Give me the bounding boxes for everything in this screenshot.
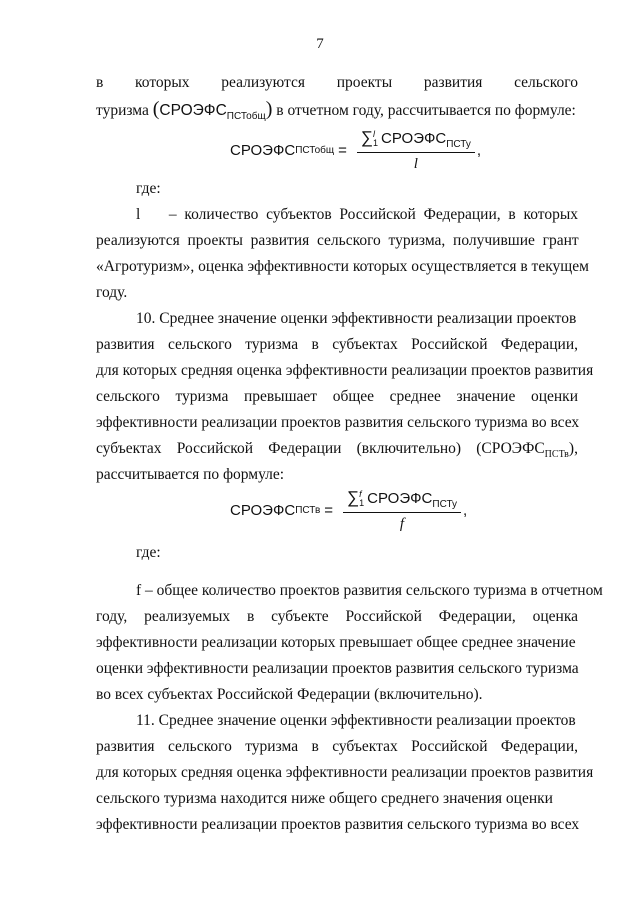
- word: Федерации,: [500, 336, 578, 353]
- word: туризма: [175, 388, 229, 405]
- formula-1-comma: ,: [476, 142, 482, 159]
- word: (включительно): [356, 440, 462, 457]
- word: в: [311, 738, 319, 755]
- word: оценка: [532, 608, 578, 625]
- item10-symbol-sub: ПСТв: [544, 449, 569, 461]
- formula-1-sum-upper: l: [373, 129, 376, 140]
- formula-2-comma: ,: [463, 502, 468, 519]
- formula-2-sum-upper: f: [359, 489, 362, 500]
- word: Российской: [345, 608, 422, 625]
- word: Российской: [176, 440, 254, 457]
- word: общее: [332, 388, 375, 405]
- formula-2-sum-lower: 1: [359, 498, 365, 509]
- item11-line-2: [96, 734, 578, 760]
- word: реализуемых: [144, 608, 231, 625]
- intro-text-tail: в отчетном году, рассчитывается по формуле:: [272, 102, 576, 119]
- formula-2-fraction: ∑ f 1 $СРОЭФС_{ПСТу}$ f: [343, 488, 461, 533]
- word: году,: [96, 608, 128, 625]
- word: сельского: [96, 388, 160, 405]
- intro-line-1: [96, 70, 578, 96]
- def-l-line-2: реализуются проекты развития сельского туризма, получившие грант: [96, 232, 579, 249]
- word: реализуются: [221, 74, 306, 91]
- def-f-line-1: f – общее количество проектов развития сельского туризма в отчетном: [136, 582, 603, 599]
- where-2: где:: [136, 544, 161, 561]
- word: Федерации: [268, 440, 342, 457]
- formula-1: СРОЭФС ПСТобщ = ∑ l 1 $СРОЭФС_{ПСТу}$ l ,: [230, 128, 482, 172]
- word: в: [96, 74, 104, 91]
- formula-1-lhs-sub: ПСТобщ: [295, 145, 335, 156]
- word: развития: [423, 74, 483, 91]
- item10-symbol-main: (СРОЭФС: [476, 440, 545, 457]
- word: Федерации,: [500, 738, 578, 755]
- page-number: 7: [316, 36, 324, 52]
- word: в: [311, 336, 319, 353]
- word: туризма: [245, 336, 299, 353]
- word: значение: [456, 388, 516, 405]
- formula-2-lhs-sub: ПСТв: [295, 505, 321, 516]
- word: оценки: [530, 388, 578, 405]
- word: субъектах: [332, 336, 398, 353]
- word: туризма: [245, 738, 299, 755]
- formula-1-numerator: СРОЭФС: [381, 130, 447, 147]
- item11-line-4: сельского туризма находится ниже общего среднего значения оценки: [96, 790, 553, 807]
- intro-symbol-sub: ПСТобщ: [226, 111, 266, 123]
- intro-symbol: СРОЭФС: [159, 102, 227, 119]
- formula-1-sum-lower: 1: [373, 138, 379, 149]
- formula-2-lhs: СРОЭФС: [230, 502, 296, 519]
- formula-2: СРОЭФС ПСТв = ∑ f 1 $СРОЭФС_{ПСТу}$ f ,: [230, 488, 468, 532]
- word: проекты: [336, 74, 393, 91]
- item10-line-4: [96, 384, 578, 410]
- item10-symbol-end: ),: [568, 440, 578, 457]
- intro-text: туризма: [96, 102, 153, 119]
- item10-line-5: эффективности реализации проектов развития сельского туризма во всех: [96, 414, 580, 431]
- item11-line-3: для которых средняя оценка эффективности реализации проектов развития: [96, 764, 594, 781]
- word: субъектах: [96, 440, 162, 457]
- def-l-line-3: «Агротуризм», оценка эффективности которых осуществляется в текущем: [96, 258, 589, 275]
- item11-line-1: 11. Среднее значение оценки эффективности реализации проектов: [136, 712, 576, 729]
- def-f-line-5: во всех субъектах Российской Федерации (включительно).: [96, 686, 483, 703]
- formula-2-denominator: f: [399, 516, 405, 532]
- intro-line-2: туризма $(СРОЭФС_{ПСТобщ})$ в отчетном году, рассчитывается по формуле:: [96, 98, 576, 123]
- word: сельского: [167, 738, 232, 755]
- word: развития: [96, 336, 155, 353]
- item10-line-1: 10. Среднее значение оценки эффективности реализации проектов: [136, 310, 577, 327]
- word: сельского: [167, 336, 232, 353]
- item10-line-7: рассчитывается по формуле:: [96, 466, 285, 483]
- word: среднее: [389, 388, 441, 405]
- word: превышает: [243, 388, 318, 405]
- formula-1-numerator-sub: ПСТу: [446, 139, 471, 150]
- def-f-line-3: эффективности реализации которых превышает общее среднее значение: [96, 634, 576, 651]
- formula-1-fraction: ∑ l 1 $СРОЭФС_{ПСТу}$ l: [357, 128, 475, 173]
- word: субъекте: [271, 608, 329, 625]
- def-f-line-4: оценки эффективности реализации проектов развития сельского туризма: [96, 660, 579, 677]
- formula-2-numerator-sub: ПСТу: [432, 499, 457, 510]
- word: сельского: [514, 74, 578, 91]
- formula-1-denominator: l: [413, 156, 418, 172]
- def-l-line-1: [136, 202, 578, 228]
- word: развития: [96, 738, 155, 755]
- formula-1-lhs: СРОЭФС: [230, 142, 296, 159]
- formula-2-numerator: СРОЭФС: [367, 490, 433, 507]
- item11-line-5: эффективности реализации проектов развития сельского туризма во всех: [96, 816, 580, 833]
- word: субъектах: [332, 738, 398, 755]
- word: Федерации,: [438, 608, 516, 625]
- def-l-text: – количество субъектов Российской Федерации, в которых: [168, 206, 578, 223]
- def-f-line-2: [96, 604, 578, 630]
- item10-line-3: для которых средняя оценка эффективности реализации проектов развития: [96, 362, 594, 379]
- word: Российской: [411, 336, 488, 353]
- word: которых: [135, 74, 190, 91]
- word: Российской: [411, 738, 488, 755]
- where-1: где:: [136, 180, 161, 197]
- def-l-line-4: году.: [96, 284, 128, 301]
- item10-line-2: [96, 332, 578, 358]
- def-l-symbol: l: [136, 206, 141, 223]
- word: в: [246, 608, 255, 625]
